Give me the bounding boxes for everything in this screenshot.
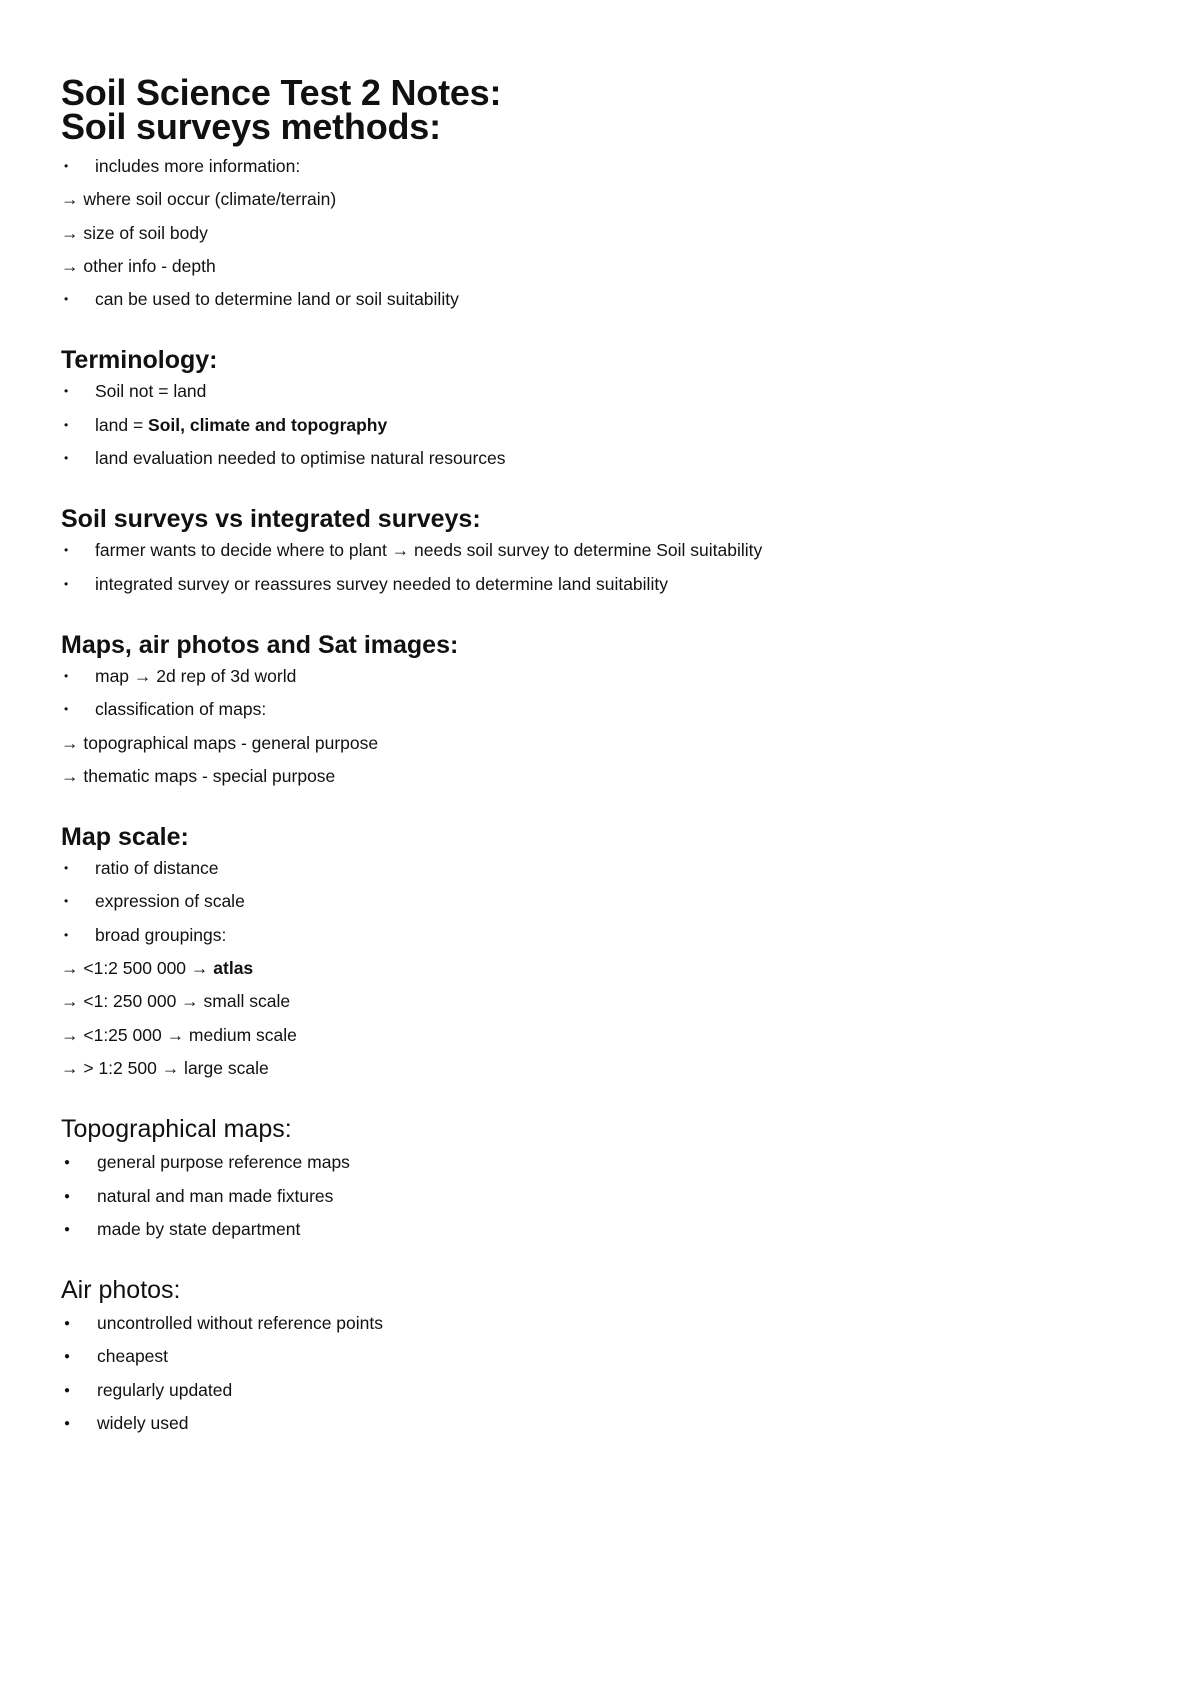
list-item: • integrated survey or reassures survey needed to determine land suitability — [61, 568, 1141, 601]
list-item: ● uncontrolled without reference points — [61, 1307, 1141, 1340]
list-item: • can be used to determine land or soil suitability — [61, 283, 1141, 316]
air-photos-heading: Air photos: — [61, 1276, 181, 1305]
list-item: • farmer wants to decide where to plant → needs soil survey to determine Soil suitability — [61, 534, 1141, 567]
list-item: ● cheapest — [61, 1340, 1141, 1373]
list-item: → <1: 250 000 → small scale — [61, 991, 291, 1012]
document-page — [61, 72, 1141, 1440]
list-item-bold-text: Soil, climate and topography — [148, 414, 388, 435]
maps-list — [61, 660, 1141, 793]
list-item: ● widely used — [61, 1407, 1141, 1440]
list-item-text: → <1:2 500 000 → — [61, 958, 214, 979]
air-photos-list — [61, 1307, 1141, 1440]
list-item: • includes more information: — [61, 150, 1141, 183]
list-item: ● natural and man made fixtures — [61, 1180, 1141, 1213]
terminology-heading: Terminology: — [61, 346, 218, 375]
title-line-1: Soil Science Test 2 Notes: — [61, 72, 502, 113]
list-item: ● made by state department — [61, 1213, 1141, 1246]
list-item — [61, 952, 1141, 985]
maps-heading: Maps, air photos and Sat images: — [61, 630, 459, 659]
list-item: → other info - depth — [61, 255, 216, 276]
topographical-maps-heading: Topographical maps: — [61, 1115, 292, 1144]
list-item: • broad groupings: — [61, 919, 1141, 952]
list-item: ● general purpose reference maps — [61, 1146, 1141, 1179]
soil-vs-integrated-list — [61, 534, 1141, 601]
list-item: → <1:25 000 → medium scale — [61, 1024, 297, 1045]
list-item: ● regularly updated — [61, 1374, 1141, 1407]
list-item: • land evaluation needed to optimise natural resources — [61, 442, 1141, 475]
list-item: → > 1:2 500 → large scale — [61, 1057, 269, 1078]
soil-vs-integrated-heading: Soil surveys vs integrated surveys: — [61, 505, 481, 534]
list-item: • expression of scale — [61, 885, 1141, 918]
list-item: → size of soil body — [61, 222, 208, 243]
list-item-bold-text: atlas — [213, 958, 254, 979]
list-item: • Soil not = land — [61, 375, 1141, 408]
document-title — [61, 72, 1141, 147]
title-line-2: Soil surveys methods: — [61, 106, 441, 147]
map-scale-heading: Map scale: — [61, 823, 189, 852]
survey-methods-list — [61, 150, 1141, 316]
topographical-maps-list — [61, 1146, 1141, 1246]
terminology-list — [61, 375, 1141, 475]
list-item: → topographical maps - general purpose — [61, 732, 379, 753]
list-item: → thematic maps - special purpose — [61, 765, 336, 786]
list-item: • classification of maps: — [61, 693, 1141, 726]
map-scale-list — [61, 852, 1141, 1085]
list-item-text: land = — [95, 414, 149, 435]
list-item: • ratio of distance — [61, 852, 1141, 885]
list-item: → where soil occur (climate/terrain) — [61, 189, 337, 210]
list-item — [61, 409, 1141, 442]
list-item: • map → 2d rep of 3d world — [61, 660, 1141, 693]
